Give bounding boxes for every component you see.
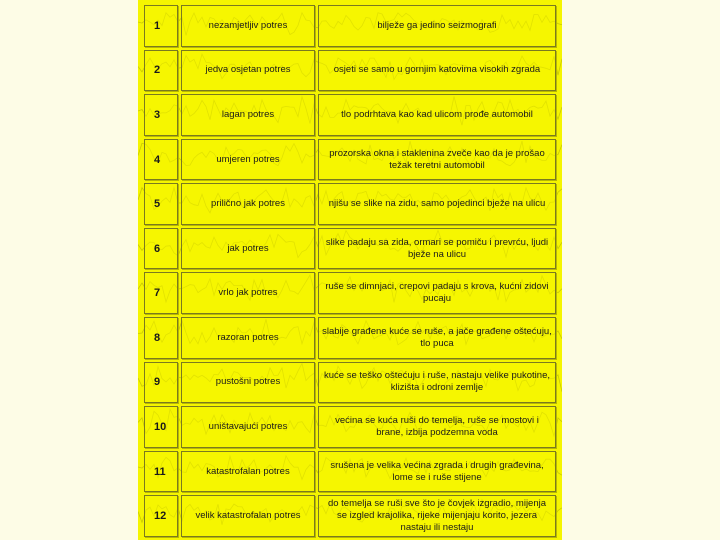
effects-description-cell: njišu se slike na zidu, samo pojedinci bježe na ulicu	[318, 183, 556, 225]
degree-cell: 2	[144, 50, 178, 92]
intensity-name-cell: velik katastrofalan potres	[181, 495, 315, 537]
intensity-name-cell: uništavajući potres	[181, 406, 315, 448]
degree-cell: 4	[144, 139, 178, 181]
effects-description-cell: većina se kuća ruši do temelja, ruše se mostovi i brane, izbija podzemna voda	[318, 406, 556, 448]
intensity-name-cell: lagan potres	[181, 94, 315, 136]
intensity-name-cell: vrlo jak potres	[181, 272, 315, 314]
effects-description-cell: slike padaju sa zida, ormari se pomiču i prevrću, ljudi bježe na ulicu	[318, 228, 556, 270]
effects-description-cell: srušena je velika većina zgrada i drugih građevina, lome se i ruše stijene	[318, 451, 556, 493]
degree-cell: 6	[144, 228, 178, 270]
effects-description-cell: tlo podrhtava kao kad ulicom prođe automobil	[318, 94, 556, 136]
intensity-name-cell: nezamjetljiv potres	[181, 5, 315, 47]
scale-card	[138, 0, 562, 540]
effects-description-cell: osjeti se samo u gornjim katovima visokih zgrada	[318, 50, 556, 92]
effects-description-cell: do temelja se ruši sve što je čovjek izgradio, mijenja se izgled krajolika, rijeke mijenjaju korito, jezera nastaju ili nestaju	[318, 495, 556, 537]
degree-cell: 5	[144, 183, 178, 225]
degree-cell: 1	[144, 5, 178, 47]
intensity-name-cell: pustošni potres	[181, 362, 315, 404]
effects-description-cell: prozorska okna i staklenina zveče kao da je prošao težak teretni automobil	[318, 139, 556, 181]
effects-description-cell: ruše se dimnjaci, crepovi padaju s krova, kućni zidovi pucaju	[318, 272, 556, 314]
effects-description-cell: bilježe ga jedino seizmografi	[318, 5, 556, 47]
earthquake-scale-table	[144, 5, 556, 537]
intensity-name-cell: katastrofalan potres	[181, 451, 315, 493]
degree-cell: 10	[144, 406, 178, 448]
effects-description-cell: slabije građene kuće se ruše, a jače građene oštećuju, tlo puca	[318, 317, 556, 359]
degree-cell: 7	[144, 272, 178, 314]
effects-description-cell: kuće se teško oštećuju i ruše, nastaju velike pukotine, klizišta i odroni zemlje	[318, 362, 556, 404]
degree-cell: 12	[144, 495, 178, 537]
intensity-name-cell: razoran potres	[181, 317, 315, 359]
degree-cell: 9	[144, 362, 178, 404]
degree-cell: 8	[144, 317, 178, 359]
degree-cell: 11	[144, 451, 178, 493]
intensity-name-cell: jak potres	[181, 228, 315, 270]
intensity-name-cell: prilično jak potres	[181, 183, 315, 225]
intensity-name-cell: umjeren potres	[181, 139, 315, 181]
intensity-name-cell: jedva osjetan potres	[181, 50, 315, 92]
degree-cell: 3	[144, 94, 178, 136]
